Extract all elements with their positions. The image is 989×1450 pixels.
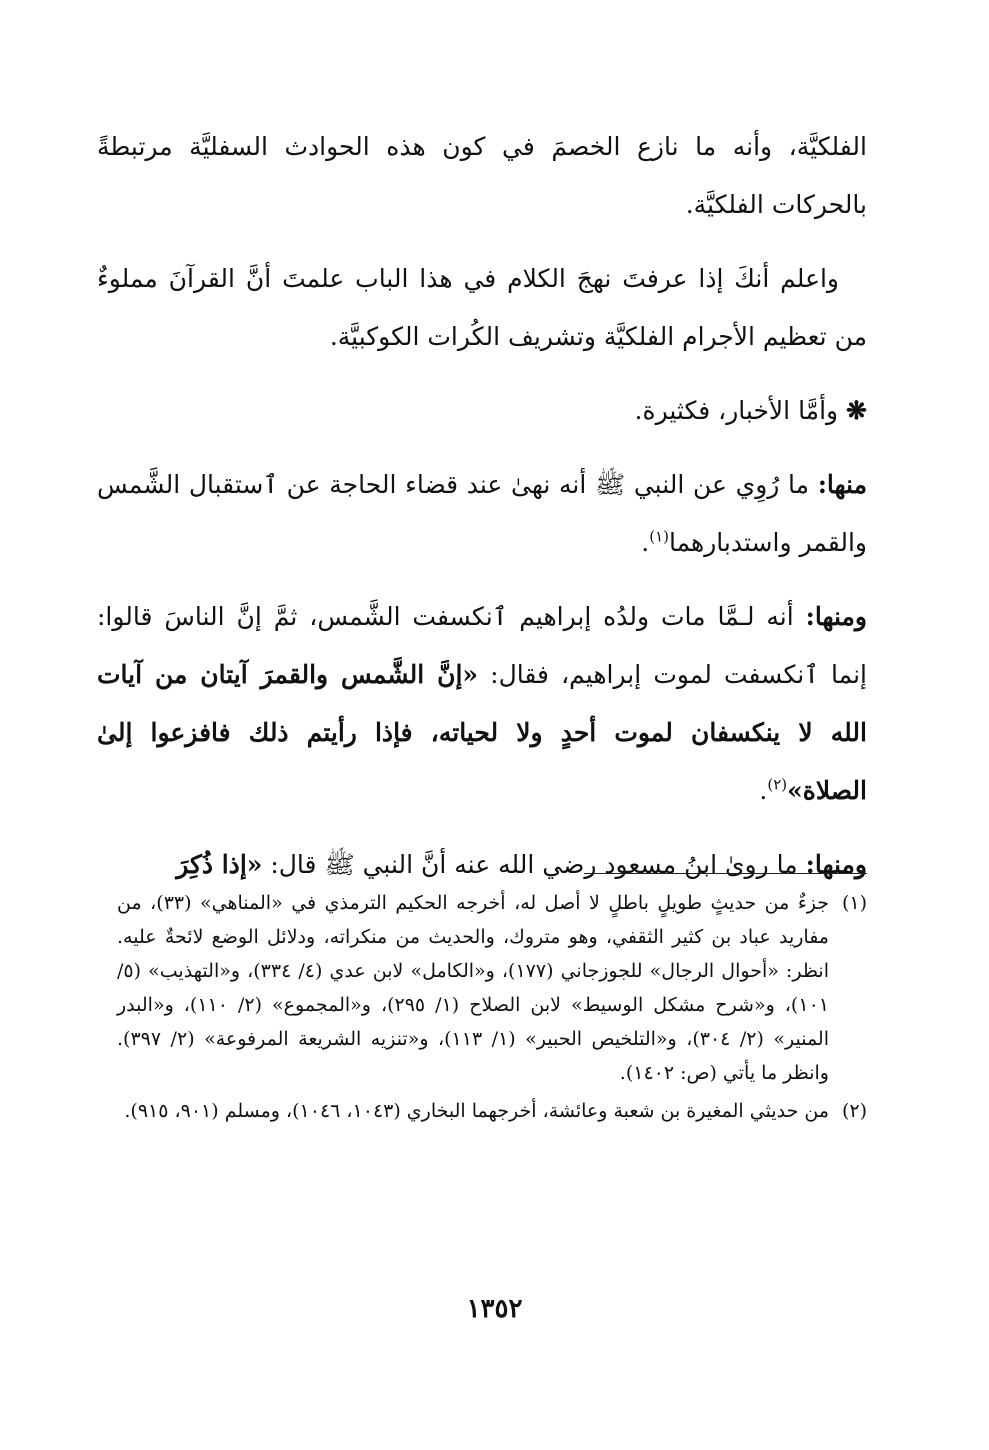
main-text xyxy=(97,118,867,910)
paragraph-2-text: واعلم أنكَ إذا عرفتَ نهجَ الكلام في هذا الباب علمتَ أنَّ القرآنَ مملوءٌ من تعظيم الأجرام الفلكيَّة وتشريف الكُرات الكوكبيَّة. xyxy=(97,264,867,351)
paragraph-4 xyxy=(97,456,867,572)
paragraph-3-text: وأمَّا الأخبار، فكثيرة. xyxy=(634,396,847,425)
paragraph-4-text: ما رُوِي عن النبي ﷺ أنه نهىٰ عند قضاء الحاجة عن ٱستقبال الشَّمس والقمر واستدبارهما xyxy=(97,470,867,557)
footnote-2 xyxy=(117,1094,867,1128)
paragraph-2 xyxy=(97,250,867,366)
footnote-divider xyxy=(584,873,867,874)
footnote-1-number: (١) xyxy=(841,892,867,914)
footnote-1 xyxy=(117,886,867,1090)
paragraph-6-text: ما روىٰ ابنُ مسعود رضي الله عنه أنَّ النبي ﷺ قال: xyxy=(262,850,806,879)
footnote-ref-1: (١) xyxy=(649,527,669,546)
footnote-ref-2: (٢) xyxy=(767,775,788,794)
paragraph-5-end: . xyxy=(759,776,768,805)
asterisk-icon: ❋ xyxy=(846,396,867,425)
footnote-2-number: (٢) xyxy=(841,1100,867,1122)
footnote-2-text: من حديثي المغيرة بن شعبة وعائشة، أخرجهما البخاري (١٠٤٣، ١٠٤٦)، ومسلم (٩٠١، ٩١٥). xyxy=(124,1100,829,1122)
paragraph-6-hadith: «إذا ذُكِرَ xyxy=(176,850,263,879)
paragraph-3 xyxy=(97,382,867,440)
paragraph-1 xyxy=(97,118,867,234)
paragraph-5-lead: ومنها: xyxy=(805,602,867,631)
footnote-1-text: جزءٌ من حديثٍ طويلٍ باطلٍ لا أصل له، أخرجه الحكيم الترمذي في «المناهي» (٣٣)، من مفاريد عباد بن كثير الثقفي، وهو متروك، والحديث من منكراته، ودلائل الوضع لائحةٌ عليه. انظر: «أحوال الرجال» للجوزجاني (١٧٧)، و«الكامل» لابن عدي (٤/ ٣٣٤)، و«التهذيب» (٥/ ١٠١)، و«شرح مشكل الوسيط» لابن الصلاح (١/ ٢٩٥)، و«المجموع» (٢/ ١١٠)، و«البدر المنير» (٢/ ٣٠٤)، و«التلخيص الحبير» (١/ ١١٣)، و«تنزيه الشريعة المرفوعة» (٢/ ٣٩٧). وانظر ما يأتي (ص: ١٤٠٢). xyxy=(117,892,829,1084)
page-number: ١٣٥٢ xyxy=(466,1294,523,1324)
footnotes xyxy=(117,886,867,1132)
paragraph-4-lead: منها: xyxy=(817,470,867,499)
paragraph-5 xyxy=(97,588,867,820)
paragraph-5-hadith: «إنَّ الشَّمس والقمرَ آيتان من آيات الله لا ينكسفان لموت أحدٍ ولا لحياته، فإذا رأيتم ذلك فافزعوا إلىٰ الصلاة» xyxy=(97,660,867,805)
paragraph-6-lead: ومنها: xyxy=(805,850,867,879)
paragraph-1-text: الفلكيَّة، وأنه ما نازع الخصمَ في كون هذه الحوادث السفليَّة مرتبطةً بالحركات الفلكيَّة. xyxy=(97,132,867,219)
paragraph-5-text: أنه لـمَّا مات ولدُه إبراهيم ٱنكسفت الشَّمس، ثمَّ إنَّ الناسَ قالوا: إنما ٱنكسفت لموت إبراهيم، فقال: xyxy=(97,602,867,689)
paragraph-4-end: . xyxy=(641,528,650,557)
